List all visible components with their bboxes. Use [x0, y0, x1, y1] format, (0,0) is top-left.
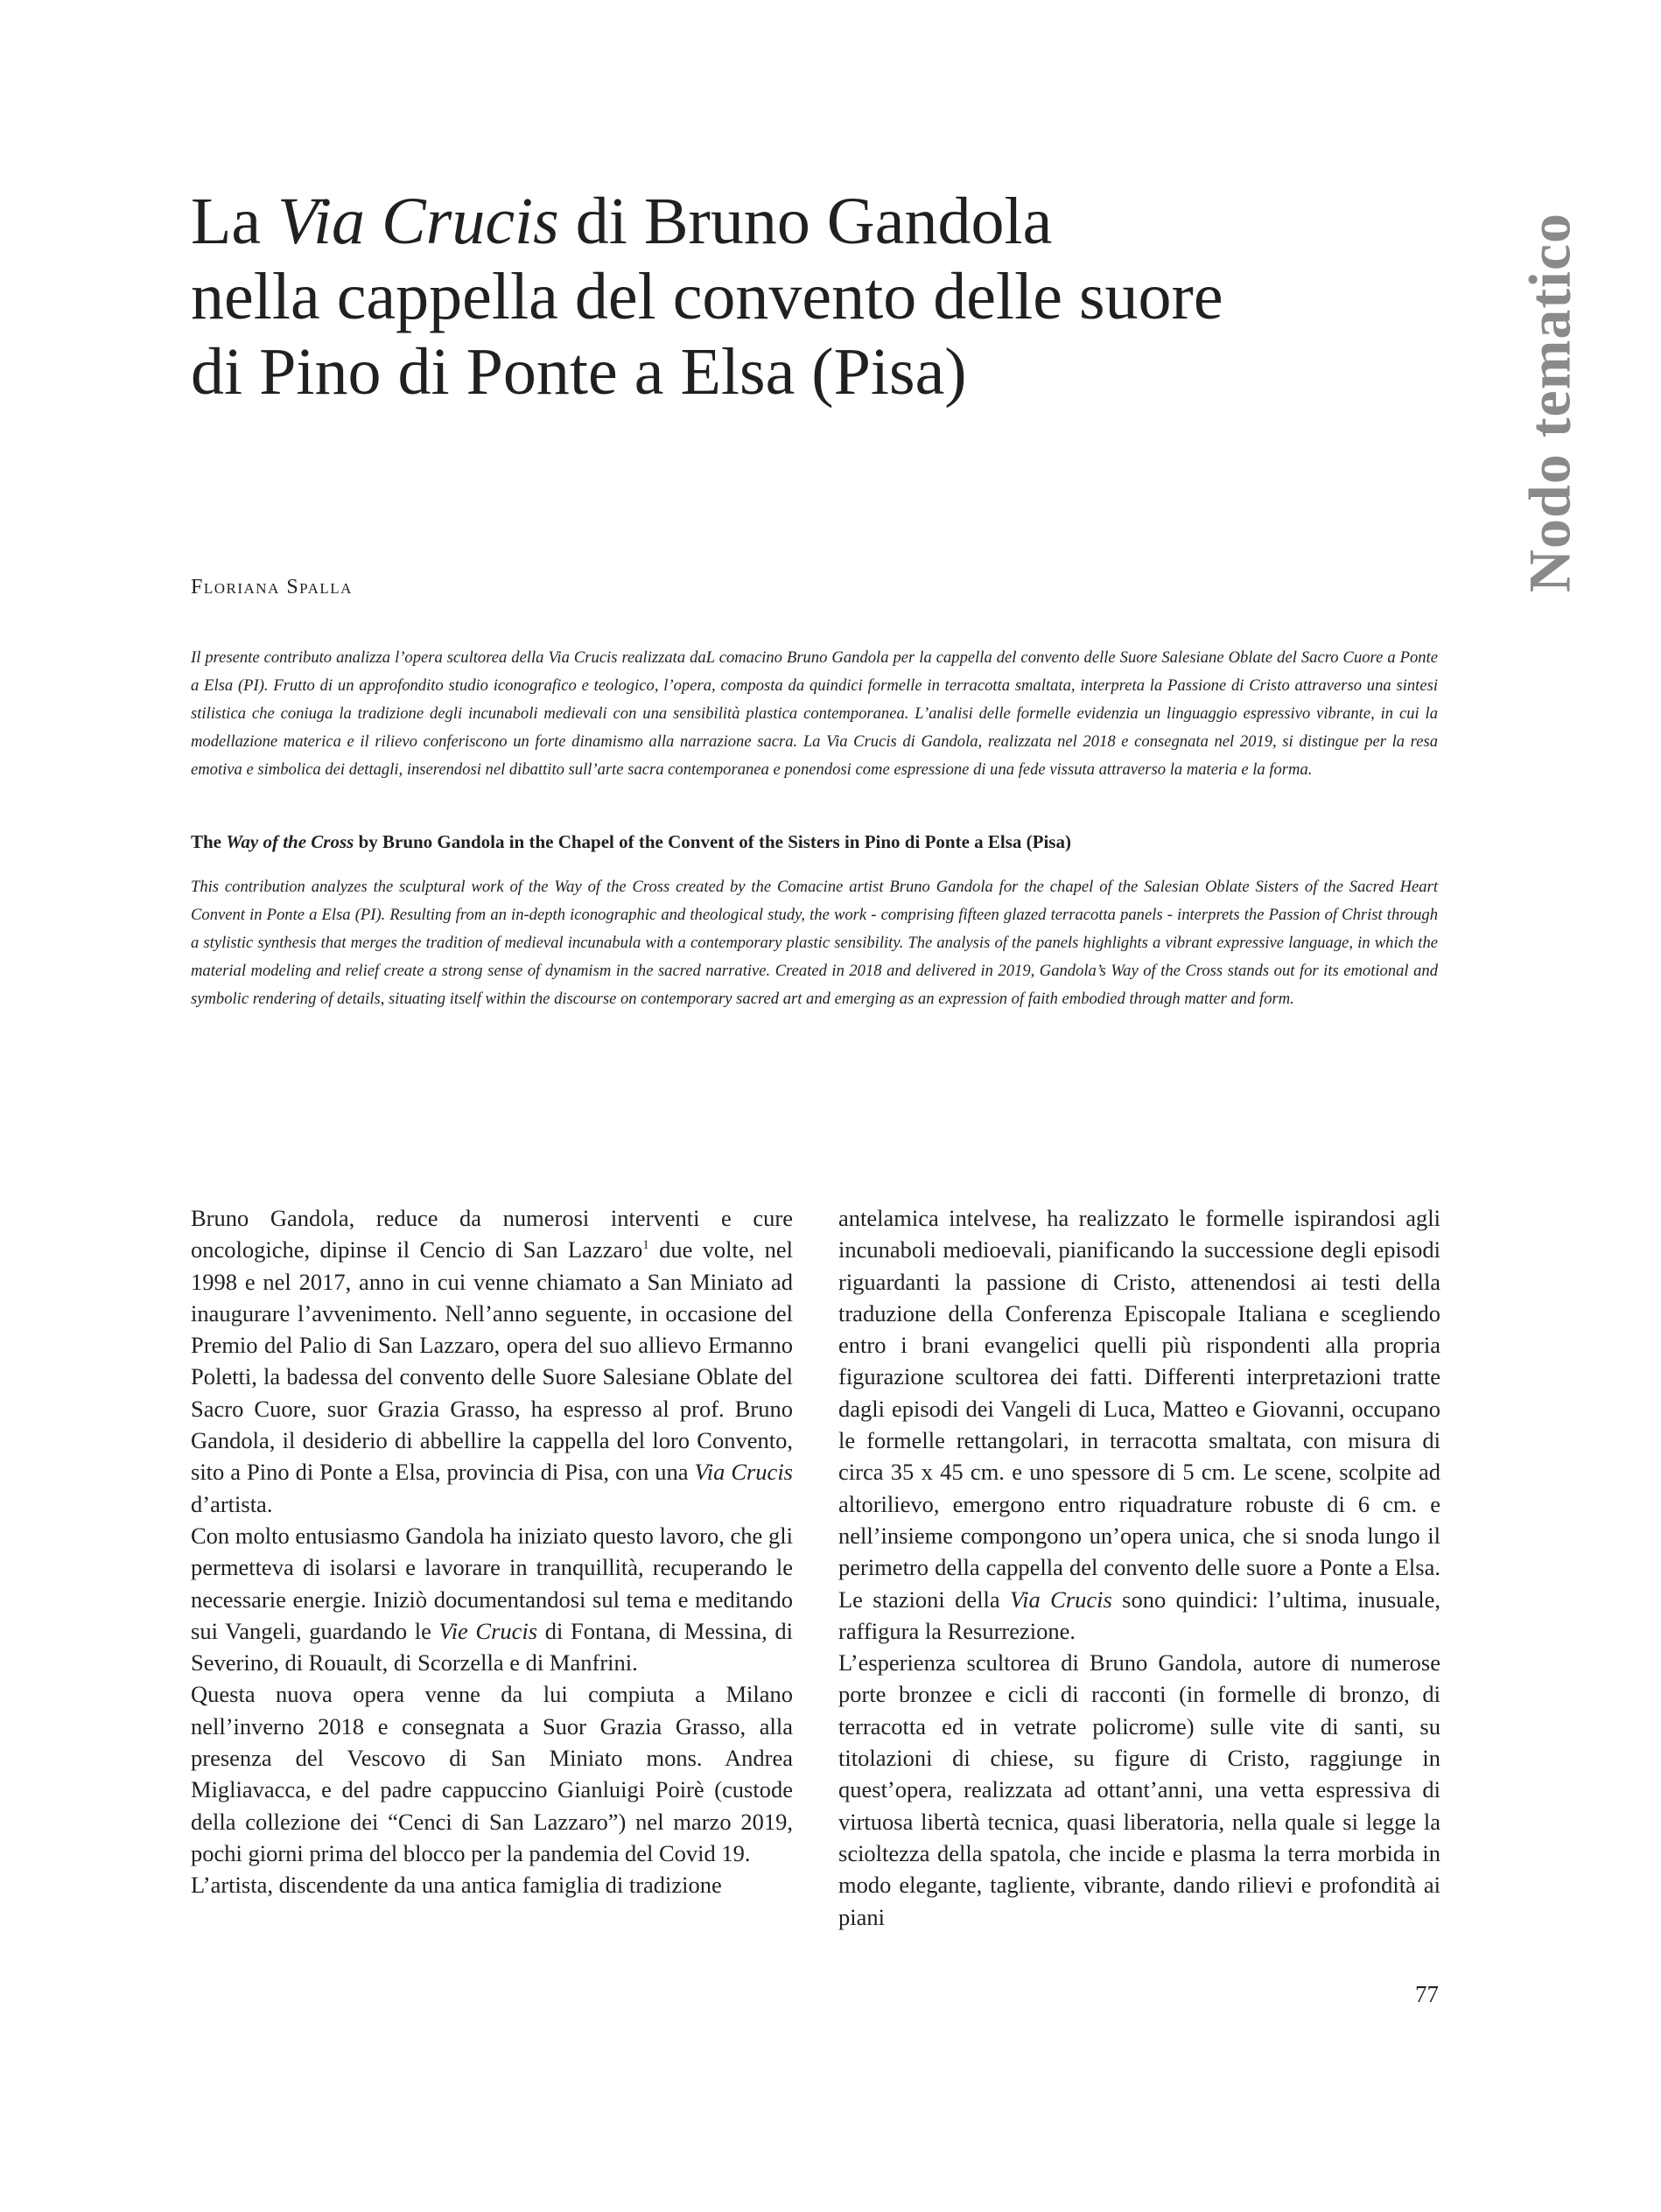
paragraph-text: antelamica intelvese, ha realizzato le formelle ispirandosi agli incunaboli medioevali, pianificando la successione degli episodi riguardanti la passione di Cristo, attenendosi ai testi della traduzione della Conferenza Episcopale Italiana e scegliendo entro i brani evangelici quelli più rispondenti alla propria figurazione scultorea dei fatti. Differenti interpretazioni tratte dagli episodi dei Vangeli di Luca, Matteo e Giovanni, occupano le formelle rettangolari, in terracotta smaltata, con misura di circa 35 x 45 cm. e uno spessore di 5 cm. Le scene, scolpite ad altorilievo, emergono entro riquadrature robuste di 6 cm. e nell’insieme compongono un’opera unica, che si snoda lungo il perimetro della cappella del convento delle suore a Ponte a Elsa. Le stazioni della [838, 1205, 1440, 1613]
paragraph [191, 1520, 793, 1678]
title-line-1-pre: La [191, 185, 278, 258]
title-line-2: nella cappella del convento delle suore [191, 260, 1223, 333]
paragraph: L’esperienza scultorea di Bruno Gandola, autore di numerose porte bronzee e cicli di racconti (in formelle di bronzo, di terracotta ed in vetrate policrome) sulle vite di santi, su titolazioni di chiese, su figure di Cristo, raggiunge in quest’opera, realizzata ad ottant’anni, una vetta espressiva di virtuosa libertà tecnica, quasi liberatoria, nella quale si legge la scioltezza della spatola, che incide e plasma la terra morbida in modo elegante, tagliente, vibrante, dando rilievi e profondità ai piani [838, 1649, 1440, 1930]
paragraph-text: due volte, nel 1998 e nel 2017, anno in cui venne chiamato a San Miniato ad inaugurare l’avvenimento. Nell’anno seguente, in occasione del Premio del Palio di San Lazzaro, opera del suo allievo Ermanno Poletti, la badessa del convento delle Suore Salesiane Oblate del Sacro Cuore, suor Grazia Grasso, ha espresso al prof. Bruno Gandola, il desiderio di abbellire la cappella del loro Convento, sito a Pino di Ponte a Elsa, provincia di Pisa, con una [191, 1236, 793, 1486]
italic-term: Via Crucis [694, 1459, 793, 1486]
italic-term: Vie Crucis [438, 1617, 538, 1644]
paragraph [191, 1202, 793, 1520]
section-tag [1510, 212, 1589, 593]
paragraph: Questa nuova opera venne da lui compiuta a Milano nell’inverno 2018 e consegnata a Suor Grazia Grasso, alla presenza del Vescovo di San Miniato mons. Andrea Migliavacca, e del padre cappuccino Gianluigi Poirè (custode della collezione dei “Cenci di San Lazzaro”) nel marzo 2019, pochi giorni prima del blocco per la pandemia del Covid 19. [191, 1681, 793, 1866]
paragraph: L’artista, discendente da una antica famiglia di tradizione [191, 1872, 722, 1899]
english-title-italic: Way of the Cross [226, 831, 354, 852]
abstract-italian: Il presente contributo analizza l’opera scultorea della Via Crucis realizzata daL comacino Bruno Gandola per la cappella del convento delle Suore Salesiane Oblate del Sacro Cuore a Ponte a Elsa (PI). Frutto di un approfondito studio iconografico e teologico, l’opera, composta da quindici formelle in terracotta smaltata, interpreta la Passione di Cristo attraverso una sintesi stilistica che coniuga la tradizione degli incunaboli medievali con una sensibilità plastica contemporanea. L’analisi delle formelle evidenzia un linguaggio espressivo vibrante, in cui la modellazione materica e il rilievo conferiscono un forte dinamismo alla narrazione sacra. La Via Crucis di Gandola, realizzata nel 2018 e consegnata nel 2019, si distingue per la resa emotiva e simbolica dei dettagli, inserendosi nel dibattito sull’arte sacra contemporanea e ponendosi come espressione di una fede vissuta attraverso la materia e la forma. [191, 648, 1438, 779]
title-line-1 [191, 184, 1460, 259]
paragraph-text: Con molto entusiasmo Gandola ha iniziato questo lavoro, che gli permetteva di isolarsi e lavorare in tranquillità, recuperando le necessarie energie. Iniziò documentandosi sul tema e meditando sui Vangeli, guardando le [191, 1522, 793, 1644]
paragraph [838, 1202, 1440, 1647]
title-italic-via-crucis: Via Crucis [277, 185, 559, 258]
paragraph-text: sono quindici: l’ultima, inusuale, raffigura la Resurrezione. [838, 1586, 1440, 1644]
abstract-english: This contribution analyzes the sculptural work of the Way of the Cross created by the Comacine artist Bruno Gandola for the chapel of the Salesian Oblate Sisters of the Sacred Heart Convent in Ponte a Elsa (PI). Resulting from an in-depth iconographic and theological study, the work - comprising fifteen glazed terracotta panels - interprets the Passion of Christ through a stylistic synthesis that merges the tradition of medieval incunabula with a contemporary plastic sensibility. The analysis of the panels highlights a vibrant expressive language, in which the material modeling and relief create a strong sense of dynamism in the sacred narrative. Created in 2018 and delivered in 2019, Gandola’s Way of the Cross stands out for its emotional and symbolic rendering of details, situating itself within the discourse on contemporary sacred art and emerging as an expression of faith embodied through matter and form. [191, 878, 1438, 1008]
page-number: 77 [1415, 1981, 1439, 2007]
paragraph-text: di Fontana, di Messina, di Severino, di Rouault, di Scorzella e di Manfrini. [191, 1617, 793, 1676]
section-tag-label: Nodo tematico [1516, 212, 1583, 593]
english-title-post: by Bruno Gandola in the Chapel of the Convent of the Sisters in Pino di Ponte a Elsa (Pisa) [354, 831, 1071, 852]
title-line-1-post: di Bruno Gandola [558, 185, 1053, 258]
english-title-pre: The [191, 831, 227, 852]
paragraph-text: Bruno Gandola, reduce da numerosi interventi e cure oncologiche, dipinse il Cencio di San Lazzaro [191, 1205, 793, 1264]
italic-term: Via Crucis [1009, 1586, 1112, 1613]
paragraph-text: d’artista. [191, 1490, 273, 1517]
article-title [191, 184, 1460, 410]
body-column-right [838, 1202, 1440, 1933]
author-name: Floriana Spalla [191, 576, 353, 598]
title-line-3: di Pino di Ponte a Elsa (Pisa) [191, 335, 967, 409]
english-title [191, 831, 1438, 853]
footnote-marker: 1 [642, 1238, 649, 1253]
body-column-left [191, 1202, 793, 1901]
